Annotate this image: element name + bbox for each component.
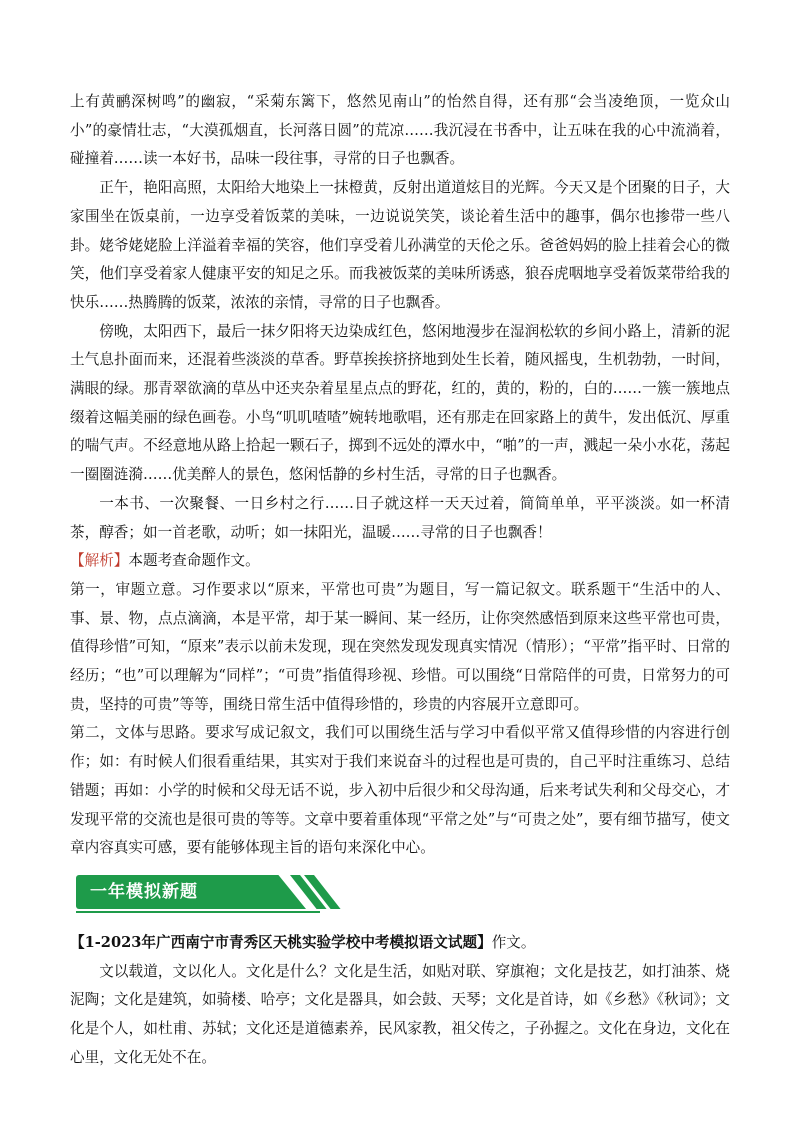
section-title: 一年模拟新题: [90, 881, 198, 902]
analysis-paragraph-1: 第一，审题立意。习作要求以“原来，平常也可贵”为题目，写一篇记叙文。联系题干“生活中的人、事、景、物，点点滴滴，本是平常，却于某一瞬间、某一经历，让你突然感悟到原来这些平常也可贵，值得珍惜”可知，“原来”表示以前未发现，现在突然发现发现真实情况（情形）；“平常”指平时、日常的经历；“也”可以理解为“同样”；“可贵”指值得珍视、珍惜。可以围绕“日常陪伴的可贵，日常努力的可贵，坚持的可贵”等等，围绕日常生活中值得珍惜的，珍贵的内容展开立意即可。: [70, 580, 730, 713]
essay-paragraph-2: 正午，艳阳高照，太阳给大地染上一抹橙黄，反射出道道炫目的光辉。今天又是个团聚的日子，大家围坐在饭桌前，一边享受着饭菜的美味，一边说说笑笑，谈论着生活中的趣事，偶尔也掺带一些八卦。姥爷姥姥脸上洋溢着幸福的笑容，他们享受着儿孙满堂的天伦之乐。爸爸妈妈的脸上挂着会心的微笑，他们享受着家人健康平安的知足之乐。而我被饭菜的美味所诱惑，狼吞虎咽地享受着饭菜带给我的快乐……热腾腾的饭菜，浓浓的亲情，寻常的日子也飘香。: [70, 179, 730, 311]
banner-underline: [76, 911, 320, 913]
document-page: [70, 88, 730, 1073]
section-banner: [70, 875, 730, 917]
question-type: 作文。: [491, 933, 536, 951]
question-heading: [70, 929, 730, 958]
analysis-paragraph-2: 第二，文体与思路。要求写成记叙文，我们可以围绕生活与学习中看似平常又值得珍惜的内容进行创作；如：有时候人们很看重结果，其实对于我们来说奋斗的过程也是可贵的，自己平时注重练习、总结错题；再如：小学的时候和父母无话不说，步入初中后很少和父母沟通，后来考试失利和父母交心，才发现平常的交流也是很可贵的等等。文章中要着重体现“平常之处”与“可贵之处”，要有细节描写，使文章内容真实可感，要有能够体现主旨的语句来深化中心。: [70, 724, 730, 857]
question-source: 【1-2023年广西南宁市青秀区天桃实验学校中考模拟语文试题】: [70, 933, 492, 951]
analysis-intro: [70, 547, 730, 576]
analysis-intro-text: 本题考查命题作文。: [128, 552, 260, 570]
essay-paragraph-1: 上有黄鹂深树鸣”的幽寂，“采菊东篱下，悠然见南山”的怡然自得，还有那“会当凌绝顶，一览众山小”的豪情壮志，“大漠孤烟直，长河落日圆”的荒凉……我沉浸在书香中，让五味在我的心中流淌着，碰撞着……读一本好书，品味一段往事，寻常的日子也飘香。: [70, 93, 730, 168]
essay-paragraph-4: 一本书、一次聚餐、一日乡村之行……日子就这样一天天过着，简简单单，平平淡淡。如一杯清茶，醇香；如一首老歌，动听；如一抹阳光，温暖……寻常的日子也飘香！: [70, 494, 730, 541]
analysis-tag: 【解析】: [70, 552, 129, 570]
question-body: 文以载道，文以化人。文化是什么？文化是生活，如贴对联、穿旗袍；文化是技艺，如打油茶、烧泥陶；文化是建筑，如骑楼、哈亭；文化是器具，如会鼓、天琴；文化是首诗，如《乡愁》《秋词》；文化是个人，如杜甫、苏轼；文化还是道德素养，民风家教，祖父传之，子孙握之。文化在身边，文化在心里，文化无处不在。: [70, 962, 730, 1066]
essay-paragraph-3: 傍晚，太阳西下，最后一抹夕阳将天边染成红色，悠闲地漫步在湿润松软的乡间小路上，清新的泥土气息扑面而来，还混着些淡淡的草香。野草挨挨挤挤地到处生长着，随风摇曳，生机勃勃，一时间，满眼的绿。那青翠欲滴的草丛中还夹杂着星星点点的野花，红的，黄的，粉的，白的……一簇一簇地点缀着这幅美丽的绿色画卷。小鸟“叽叽喳喳”婉转地歌唱，还有那走在回家路上的黄牛，发出低沉、厚重的喘气声。不经意地从路上拾起一颗石子，掷到不远处的潭水中，“啪”的一声，溅起一朵小水花，荡起一圈圈涟漪……优美醉人的景色，悠闲恬静的乡村生活，寻常的日子也飘香。: [70, 322, 730, 484]
